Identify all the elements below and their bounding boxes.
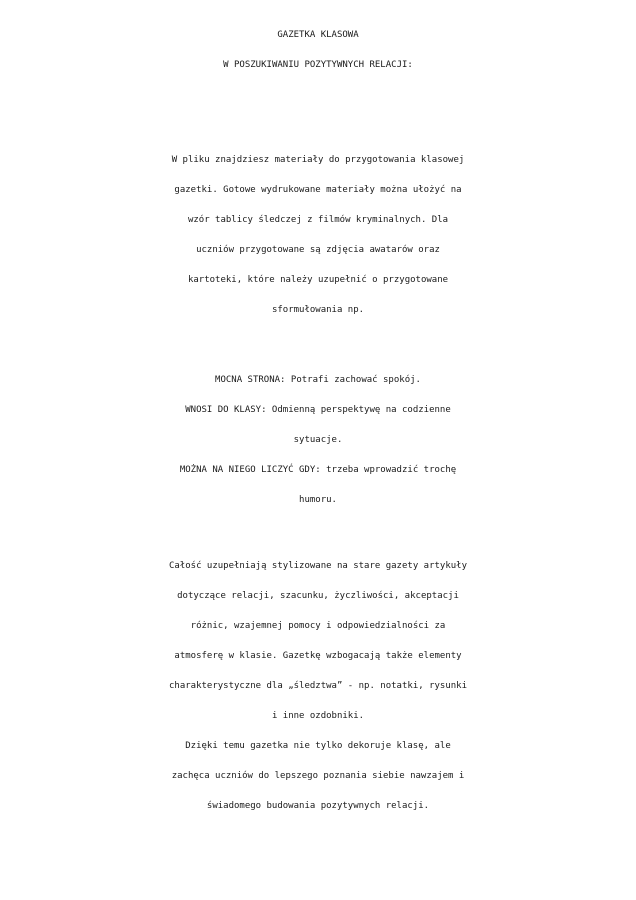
summary-line: różnic, wzajemnej pomocy i odpowiedzialności za (190, 621, 446, 631)
summary-line: Całość uzupełniają stylizowane na stare gazety artykuły (168, 561, 467, 571)
example-brings-continued: sytuacje. (293, 435, 343, 445)
intro-line: uczniów przygotowane są zdjęcia awatarów oraz (196, 245, 440, 255)
summary-line: Dzięki temu gazetka nie tylko dekoruje klasę, ale (185, 741, 451, 751)
summary-line: i inne ozdobniki. (271, 711, 365, 721)
example-rely (0, 460, 636, 480)
brings-label: WNOSI DO KLASY: (185, 405, 267, 415)
intro-line: W pliku znajdziesz materiały do przygotowania klasowej (171, 155, 465, 165)
brings-text: Odmienną perspektywę na codzienne (266, 405, 451, 415)
document-title: GAZETKA KLASOWA (277, 30, 359, 40)
summary-line: atmosferę w klasie. Gazetkę wzbogacają także elementy (174, 651, 462, 661)
example-brings (0, 400, 636, 420)
intro-line: sformułowania np. (271, 305, 365, 315)
summary-line: dotyczące relacji, szacunku, życzliwości, akceptacji (177, 591, 459, 601)
intro-line: gazetki. Gotowe wydrukowane materiały można ułożyć na (174, 185, 462, 195)
strength-text: Potrafi zachować spokój. (285, 375, 421, 385)
summary-line: zachęca uczniów do lepszego poznania siebie nawzajem i (171, 771, 465, 781)
strength-label: MOCNA STRONA: (215, 375, 286, 385)
summary-line: charakterystyczne dla „śledztwa” - np. notatki, rysunki (168, 681, 467, 691)
rely-label: MOŻNA NA NIEGO LICZYĆ GDY: (179, 465, 321, 475)
summary-line: świadomego budowania pozytywnych relacji. (206, 801, 430, 811)
intro-line: kartoteki, które należy uzupełnić o przygotowane (187, 275, 449, 285)
document-subtitle: W POSZUKIWANIU POZYTYWNYCH RELACJI: (223, 60, 413, 70)
example-strength (0, 370, 636, 390)
intro-line: wzór tablicy śledczej z filmów kryminalnych. Dla (187, 215, 449, 225)
rely-text: trzeba wprowadzić trochę (320, 465, 457, 475)
example-rely-continued: humoru. (299, 495, 337, 505)
